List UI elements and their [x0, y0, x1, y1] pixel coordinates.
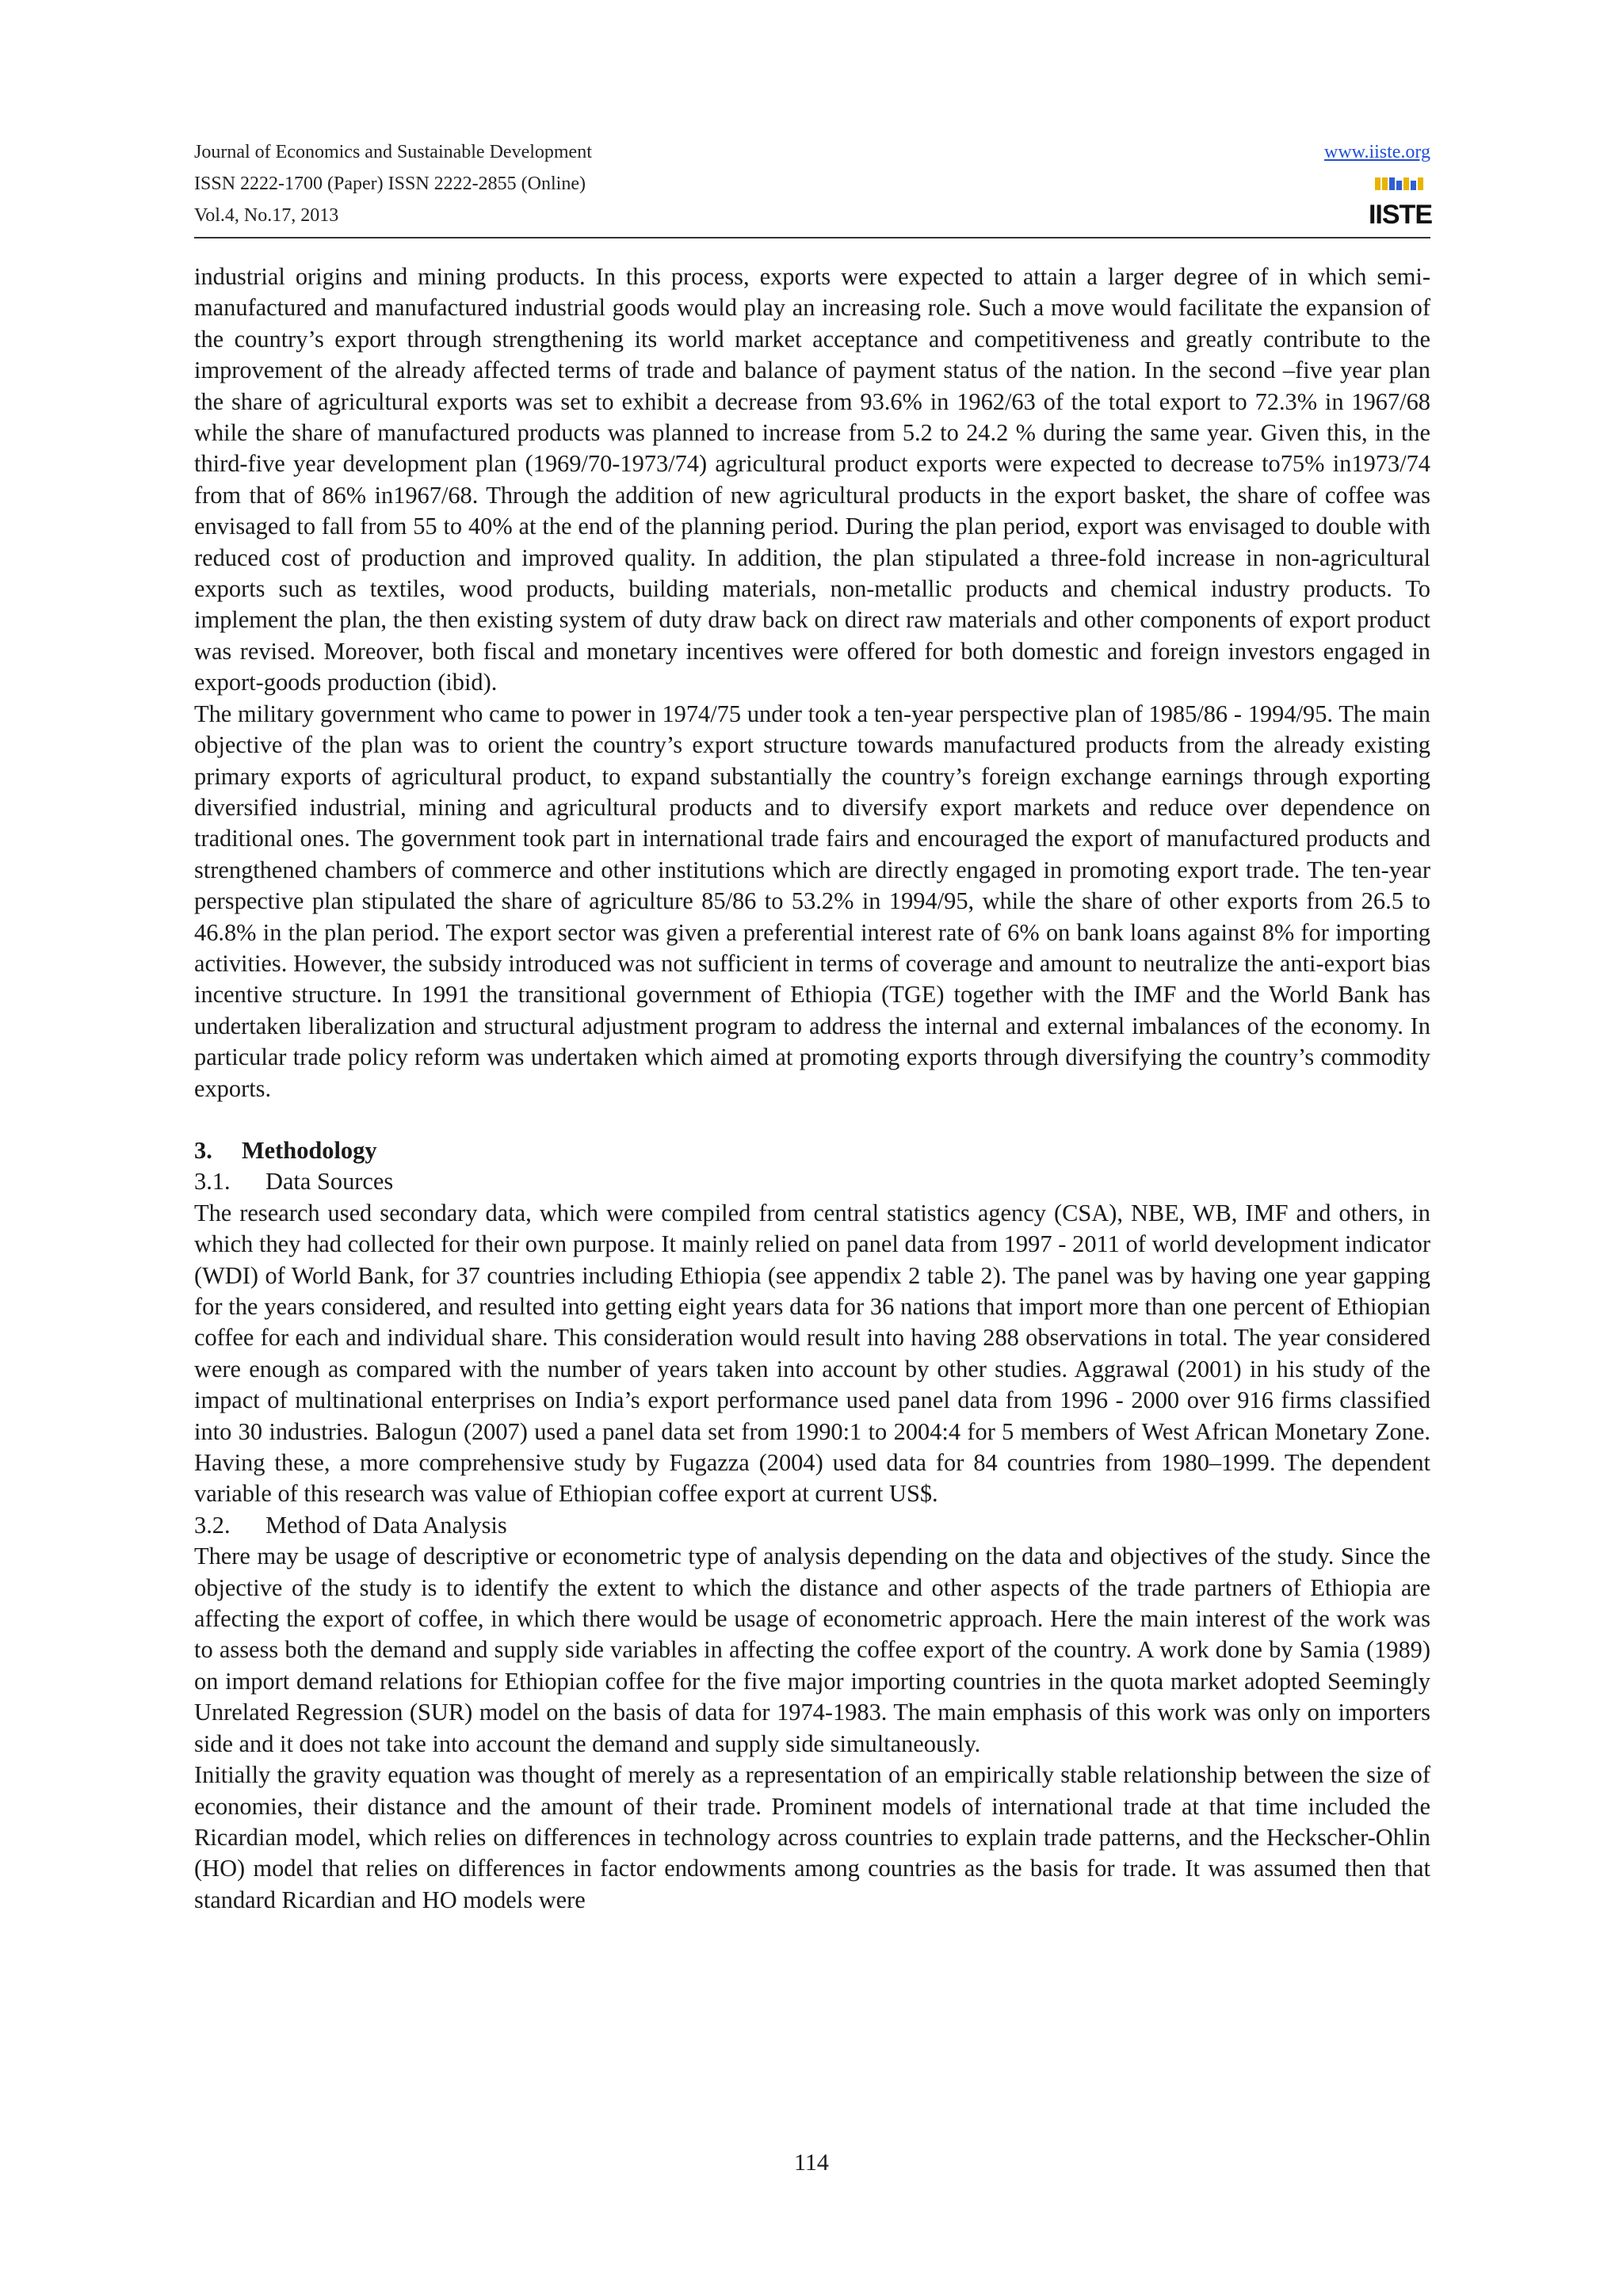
- header-divider: [194, 237, 1430, 238]
- paragraph-analysis-method: There may be usage of descriptive or econometric type of analysis depending on the data and objectives of the study. Since the objective of the study is to identify the extent to which the distance and other aspects of the trade partners of Ethiopia are affecting the export of coffee, in which there would be usage of econometric approach. Here the main interest of the work was to assess both the demand and supply side variables in affecting the coffee export of the country. A work done by Samia (1989) on import demand relations for Ethiopian coffee for the five major importing countries in the quota market adopted Seemingly Unrelated Regression (SUR) model on the basis of data for 1974-1983. The main emphasis of this work was only on importers side and it does not take into account the demand and supply side simultaneously.: [194, 1543, 1430, 1757]
- paragraph-gravity-equation: Initially the gravity equation was thought of merely as a representation of an empirically stable relationship between the size of economies, their distance and the amount of their trade. Prominent models of international trade at that time included the Ricardian model, which relies on differences in technology across countries to explain trade patterns, and the Heckscher-Ohlin (HO) model that relies on differences in factor endowments among countries as the basis for trade. It was assumed then that standard Ricardian and HO models were: [194, 1761, 1430, 1913]
- subsection-title: Data Sources: [265, 1168, 394, 1196]
- svg-text:IISTE: IISTE: [1368, 200, 1433, 230]
- section-heading-methodology: [194, 1135, 1430, 1166]
- paragraph-data-sources: The research used secondary data, which were compiled from central statistics agency (CSA), NBE, WB, IMF and others, in which they had collected for their own purpose. It mainly relied on panel data from 1997 - 2011 of world development indicator (WDI) of World Bank, for 37 countries including Ethiopia (see appendix 2 table 2). The panel was by having one year gapping for the years considered, and resulted into getting eight years data for 36 nations that import more than one percent of Ethiopian coffee for each and individual share. This consideration would result into having 288 observations in total. The year considered were enough as compared with the number of years taken into account by other studies. Aggrawal (2001) in his study of the impact of multinational enterprises on India’s export performance used panel data from 1996 - 2000 over 916 firms classified into 30 industries. Balogun (2007) used a panel data set from 1990:1 to 2004:4 for 5 members of West African Monetary Zone. Having these, a more comprehensive study by Fugazza (2004) used data for 84 countries from 1980–1999. The dependent variable of this research was value of Ethiopian coffee export at current US$.: [194, 1199, 1430, 1508]
- subsection-number: 3.2.: [194, 1511, 231, 1539]
- subsection-heading-data-sources: [194, 1166, 1430, 1197]
- page-header: [194, 136, 1433, 238]
- subsection-title: Method of Data Analysis: [265, 1511, 507, 1539]
- subsection-number: 3.1.: [194, 1168, 231, 1196]
- iiste-logo-icon: [1368, 171, 1433, 230]
- section-title: Methodology: [242, 1136, 377, 1164]
- journal-title: Journal of Economics and Sustainable Development: [194, 142, 592, 162]
- journal-info: [194, 136, 592, 231]
- journal-url-link[interactable]: www.iiste.org: [1324, 142, 1430, 162]
- paragraph-military-government: The military government who came to power in 1974/75 under took a ten-year perspective plan of 1985/86 - 1994/95. The main objective of the plan was to orient the country’s export structure towards manufactured products from the already existing primary exports of agricultural product, to expand substantially the country’s foreign exchange earnings through exporting diversified industrial, mining and agricultural products and to diversify export markets and reduce over dependence on traditional ones. The government took part in international trade fairs and encouraged the export of manufactured products and strengthened chambers of commerce and other institutions which are directly engaged in promoting export trade. The ten-year perspective plan stipulated the share of agriculture 85/86 to 53.2% in 1994/95, while the share of other exports from 26.5 to 46.8% in the plan period. The export sector was given a preferential interest rate of 6% on bank loans against 8% for importing activities. However, the subsidy introduced was not sufficient in terms of coverage and amount to neutralize the anti-export bias incentive structure. In 1991 the transitional government of Ethiopia (TGE) together with the IMF and the World Bank has undertaken liberalization and structural adjustment program to address the internal and external imbalances of the economy. In particular trade policy reform was undertaken which aimed at promoting exports through diversifying the country’s commodity exports.: [194, 700, 1430, 1102]
- journal-issn: ISSN 2222-1700 (Paper) ISSN 2222-2855 (Online): [194, 174, 586, 194]
- subsection-heading-data-analysis: [194, 1510, 1430, 1541]
- article-body: [194, 261, 1430, 1916]
- journal-volume: Vol.4, No.17, 2013: [194, 205, 339, 226]
- paragraph-export-plans: industrial origins and mining products. In this process, exports were expected to attain a larger degree of in which semi-manufactured and manufactured industrial goods would play an increasing role. Such a move would facilitate the expansion of the country’s export through strengthening its world market acceptance and competitiveness and greatly contribute to the improvement of the already affected terms of trade and balance of payment status of the nation. In the second –five year plan the share of agricultural exports was set to exhibit a decrease from 93.6% in 1962/63 of the total export to 72.3% in 1967/68 while the share of manufactured products was planned to increase from 5.2 to 24.2 % during the same year. Given this, in the third-five year development plan (1969/70-1973/74) agricultural product exports were expected to decrease to75% in1973/74 from that of 86% in1967/68. Through the addition of new agricultural products in the export basket, the share of coffee was envisaged to fall from 55 to 40% at the end of the planning period. During the plan period, export was envisaged to double with reduced cost of production and improved quality. In addition, the plan stipulated a three-fold increase in non-agricultural exports such as textiles, wood products, building materials, non-metallic products and chemical industry products. To implement the plan, the then existing system of duty draw back on direct raw materials and other components of export product was revised. Moreover, both fiscal and monetary incentives were offered for both domestic and foreign investors engaged in export-goods production (ibid).: [194, 263, 1430, 696]
- section-number: 3.: [194, 1136, 212, 1164]
- page-number: 114: [794, 2149, 829, 2176]
